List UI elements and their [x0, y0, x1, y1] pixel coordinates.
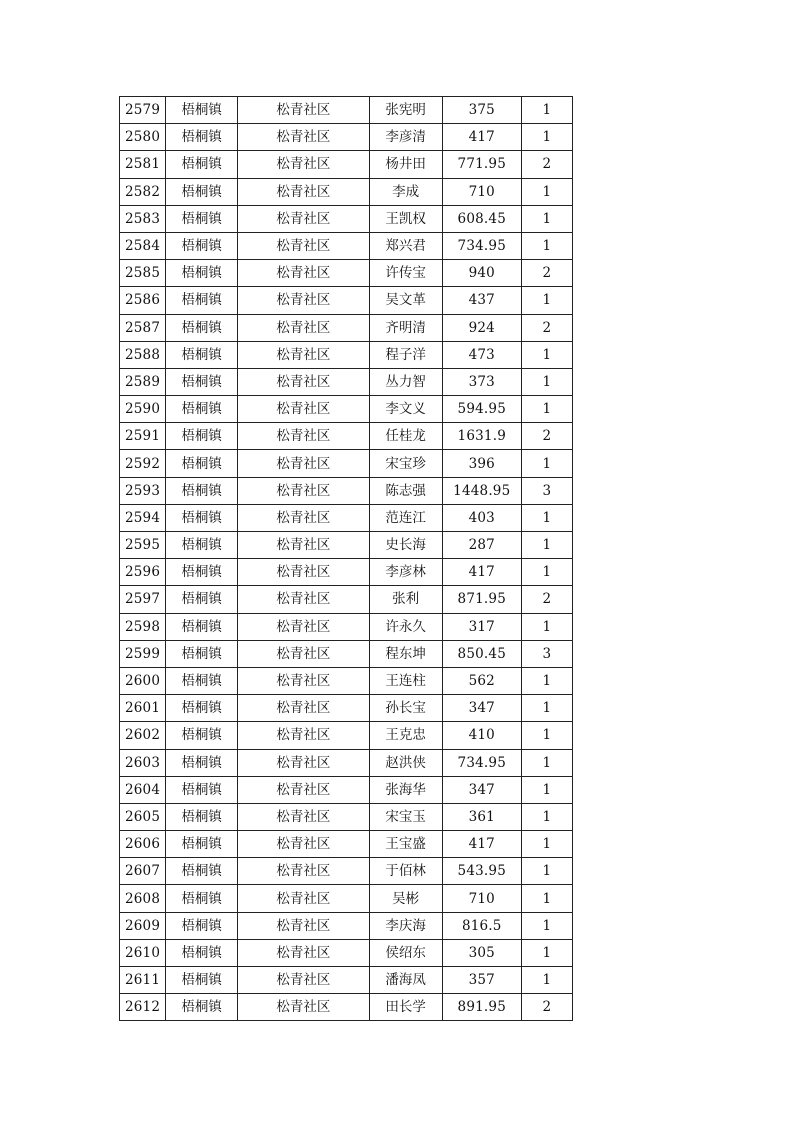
table-row — [120, 858, 573, 885]
table-row — [120, 586, 573, 613]
cell-amount: 850.45 — [442, 640, 521, 667]
cell-amount: 871.95 — [442, 586, 521, 613]
cell-amount: 373 — [442, 368, 521, 395]
cell-id: 2598 — [120, 613, 166, 640]
cell-community: 松青社区 — [238, 722, 369, 749]
cell-community: 松青社区 — [238, 586, 369, 613]
cell-amount: 771.95 — [442, 151, 521, 178]
table-row — [120, 749, 573, 776]
cell-id: 2601 — [120, 695, 166, 722]
cell-amount: 347 — [442, 776, 521, 803]
cell-name: 张宪明 — [369, 97, 442, 124]
cell-community: 松青社区 — [238, 232, 369, 259]
cell-town: 梧桐镇 — [166, 504, 238, 531]
cell-count: 1 — [521, 613, 572, 640]
cell-town: 梧桐镇 — [166, 232, 238, 259]
cell-count: 1 — [521, 450, 572, 477]
cell-count: 2 — [521, 314, 572, 341]
cell-community: 松青社区 — [238, 749, 369, 776]
cell-name: 范连江 — [369, 504, 442, 531]
cell-count: 1 — [521, 97, 572, 124]
cell-name: 王连柱 — [369, 667, 442, 694]
cell-town: 梧桐镇 — [166, 912, 238, 939]
cell-count: 1 — [521, 831, 572, 858]
cell-id: 2611 — [120, 967, 166, 994]
cell-id: 2597 — [120, 586, 166, 613]
cell-community: 松青社区 — [238, 912, 369, 939]
cell-amount: 1631.9 — [442, 423, 521, 450]
table-row — [120, 532, 573, 559]
cell-id: 2580 — [120, 124, 166, 151]
cell-count: 1 — [521, 287, 572, 314]
cell-id: 2594 — [120, 504, 166, 531]
cell-town: 梧桐镇 — [166, 396, 238, 423]
cell-amount: 396 — [442, 450, 521, 477]
cell-town: 梧桐镇 — [166, 667, 238, 694]
cell-name: 程子洋 — [369, 341, 442, 368]
table-row — [120, 776, 573, 803]
cell-town: 梧桐镇 — [166, 423, 238, 450]
cell-town: 梧桐镇 — [166, 776, 238, 803]
cell-amount: 357 — [442, 967, 521, 994]
cell-name: 孙长宝 — [369, 695, 442, 722]
table-row — [120, 885, 573, 912]
cell-name: 侯绍东 — [369, 939, 442, 966]
cell-amount: 403 — [442, 504, 521, 531]
cell-count: 1 — [521, 695, 572, 722]
cell-count: 1 — [521, 776, 572, 803]
cell-community: 松青社区 — [238, 97, 369, 124]
cell-name: 宋宝珍 — [369, 450, 442, 477]
cell-town: 梧桐镇 — [166, 939, 238, 966]
cell-town: 梧桐镇 — [166, 260, 238, 287]
cell-count: 1 — [521, 368, 572, 395]
cell-amount: 734.95 — [442, 749, 521, 776]
table-row — [120, 368, 573, 395]
cell-community: 松青社区 — [238, 341, 369, 368]
roster-table-body — [120, 97, 573, 1021]
cell-amount: 417 — [442, 559, 521, 586]
table-row — [120, 667, 573, 694]
cell-id: 2605 — [120, 803, 166, 830]
cell-id: 2596 — [120, 559, 166, 586]
cell-count: 1 — [521, 178, 572, 205]
cell-name: 李文义 — [369, 396, 442, 423]
cell-town: 梧桐镇 — [166, 97, 238, 124]
cell-community: 松青社区 — [238, 205, 369, 232]
cell-town: 梧桐镇 — [166, 477, 238, 504]
cell-community: 松青社区 — [238, 640, 369, 667]
cell-town: 梧桐镇 — [166, 368, 238, 395]
cell-count: 1 — [521, 803, 572, 830]
cell-town: 梧桐镇 — [166, 885, 238, 912]
cell-id: 2581 — [120, 151, 166, 178]
cell-count: 3 — [521, 640, 572, 667]
cell-count: 1 — [521, 559, 572, 586]
cell-town: 梧桐镇 — [166, 858, 238, 885]
table-row — [120, 151, 573, 178]
table-row — [120, 803, 573, 830]
cell-amount: 734.95 — [442, 232, 521, 259]
cell-count: 1 — [521, 341, 572, 368]
cell-community: 松青社区 — [238, 939, 369, 966]
cell-id: 2592 — [120, 450, 166, 477]
cell-id: 2590 — [120, 396, 166, 423]
cell-name: 任桂龙 — [369, 423, 442, 450]
cell-community: 松青社区 — [238, 559, 369, 586]
cell-community: 松青社区 — [238, 151, 369, 178]
cell-count: 1 — [521, 232, 572, 259]
cell-community: 松青社区 — [238, 477, 369, 504]
cell-community: 松青社区 — [238, 396, 369, 423]
cell-town: 梧桐镇 — [166, 151, 238, 178]
cell-town: 梧桐镇 — [166, 178, 238, 205]
table-row — [120, 695, 573, 722]
cell-amount: 816.5 — [442, 912, 521, 939]
table-row — [120, 831, 573, 858]
cell-amount: 473 — [442, 341, 521, 368]
cell-town: 梧桐镇 — [166, 613, 238, 640]
cell-community: 松青社区 — [238, 776, 369, 803]
cell-community: 松青社区 — [238, 667, 369, 694]
cell-count: 1 — [521, 722, 572, 749]
table-row — [120, 722, 573, 749]
cell-name: 吴彬 — [369, 885, 442, 912]
cell-town: 梧桐镇 — [166, 749, 238, 776]
cell-name: 李彦清 — [369, 124, 442, 151]
cell-count: 1 — [521, 396, 572, 423]
table-row — [120, 640, 573, 667]
cell-id: 2604 — [120, 776, 166, 803]
cell-town: 梧桐镇 — [166, 287, 238, 314]
table-row — [120, 232, 573, 259]
cell-town: 梧桐镇 — [166, 831, 238, 858]
cell-amount: 940 — [442, 260, 521, 287]
cell-name: 许永久 — [369, 613, 442, 640]
cell-community: 松青社区 — [238, 803, 369, 830]
cell-community: 松青社区 — [238, 858, 369, 885]
cell-name: 于佰林 — [369, 858, 442, 885]
table-row — [120, 504, 573, 531]
cell-id: 2582 — [120, 178, 166, 205]
cell-id: 2593 — [120, 477, 166, 504]
cell-town: 梧桐镇 — [166, 586, 238, 613]
cell-amount: 543.95 — [442, 858, 521, 885]
cell-count: 2 — [521, 586, 572, 613]
cell-count: 2 — [521, 423, 572, 450]
cell-community: 松青社区 — [238, 504, 369, 531]
cell-amount: 305 — [442, 939, 521, 966]
cell-amount: 1448.95 — [442, 477, 521, 504]
cell-id: 2584 — [120, 232, 166, 259]
table-row — [120, 994, 573, 1021]
cell-name: 宋宝玉 — [369, 803, 442, 830]
cell-community: 松青社区 — [238, 613, 369, 640]
cell-id: 2595 — [120, 532, 166, 559]
cell-name: 李成 — [369, 178, 442, 205]
cell-id: 2607 — [120, 858, 166, 885]
cell-count: 1 — [521, 912, 572, 939]
cell-id: 2610 — [120, 939, 166, 966]
cell-name: 张海华 — [369, 776, 442, 803]
cell-town: 梧桐镇 — [166, 124, 238, 151]
cell-amount: 710 — [442, 178, 521, 205]
table-row — [120, 613, 573, 640]
cell-community: 松青社区 — [238, 532, 369, 559]
cell-id: 2600 — [120, 667, 166, 694]
table-row — [120, 287, 573, 314]
table-row — [120, 423, 573, 450]
cell-name: 丛力智 — [369, 368, 442, 395]
cell-count: 1 — [521, 858, 572, 885]
cell-amount: 710 — [442, 885, 521, 912]
cell-name: 李彦林 — [369, 559, 442, 586]
cell-count: 1 — [521, 124, 572, 151]
cell-name: 杨井田 — [369, 151, 442, 178]
cell-id: 2587 — [120, 314, 166, 341]
cell-count: 1 — [521, 885, 572, 912]
cell-name: 齐明清 — [369, 314, 442, 341]
table-row — [120, 912, 573, 939]
cell-amount: 417 — [442, 124, 521, 151]
cell-name: 吴文革 — [369, 287, 442, 314]
cell-count: 1 — [521, 205, 572, 232]
table-row — [120, 559, 573, 586]
cell-town: 梧桐镇 — [166, 341, 238, 368]
cell-amount: 317 — [442, 613, 521, 640]
cell-count: 1 — [521, 939, 572, 966]
cell-amount: 375 — [442, 97, 521, 124]
cell-amount: 594.95 — [442, 396, 521, 423]
cell-name: 张利 — [369, 586, 442, 613]
cell-town: 梧桐镇 — [166, 450, 238, 477]
cell-name: 田长学 — [369, 994, 442, 1021]
table-row — [120, 314, 573, 341]
table-row — [120, 124, 573, 151]
cell-amount: 417 — [442, 831, 521, 858]
cell-id: 2612 — [120, 994, 166, 1021]
table-row — [120, 260, 573, 287]
cell-id: 2583 — [120, 205, 166, 232]
cell-name: 李庆海 — [369, 912, 442, 939]
cell-community: 松青社区 — [238, 423, 369, 450]
cell-id: 2586 — [120, 287, 166, 314]
cell-community: 松青社区 — [238, 994, 369, 1021]
cell-community: 松青社区 — [238, 287, 369, 314]
cell-amount: 347 — [442, 695, 521, 722]
cell-id: 2585 — [120, 260, 166, 287]
cell-id: 2599 — [120, 640, 166, 667]
roster-table — [119, 96, 573, 1021]
cell-town: 梧桐镇 — [166, 994, 238, 1021]
cell-id: 2606 — [120, 831, 166, 858]
cell-amount: 361 — [442, 803, 521, 830]
cell-town: 梧桐镇 — [166, 559, 238, 586]
cell-id: 2591 — [120, 423, 166, 450]
table-row — [120, 205, 573, 232]
cell-amount: 562 — [442, 667, 521, 694]
cell-town: 梧桐镇 — [166, 803, 238, 830]
cell-community: 松青社区 — [238, 260, 369, 287]
cell-count: 1 — [521, 667, 572, 694]
cell-community: 松青社区 — [238, 967, 369, 994]
cell-name: 程东坤 — [369, 640, 442, 667]
cell-community: 松青社区 — [238, 124, 369, 151]
cell-id: 2579 — [120, 97, 166, 124]
cell-count: 1 — [521, 749, 572, 776]
cell-town: 梧桐镇 — [166, 640, 238, 667]
cell-id: 2603 — [120, 749, 166, 776]
cell-name: 王凯权 — [369, 205, 442, 232]
cell-name: 陈志强 — [369, 477, 442, 504]
cell-town: 梧桐镇 — [166, 722, 238, 749]
cell-name: 许传宝 — [369, 260, 442, 287]
cell-community: 松青社区 — [238, 314, 369, 341]
cell-community: 松青社区 — [238, 450, 369, 477]
cell-id: 2602 — [120, 722, 166, 749]
table-row — [120, 477, 573, 504]
cell-community: 松青社区 — [238, 368, 369, 395]
cell-count: 1 — [521, 967, 572, 994]
cell-town: 梧桐镇 — [166, 532, 238, 559]
cell-count: 1 — [521, 504, 572, 531]
cell-amount: 437 — [442, 287, 521, 314]
table-row — [120, 450, 573, 477]
cell-count: 2 — [521, 994, 572, 1021]
cell-town: 梧桐镇 — [166, 205, 238, 232]
cell-town: 梧桐镇 — [166, 967, 238, 994]
cell-amount: 891.95 — [442, 994, 521, 1021]
cell-id: 2589 — [120, 368, 166, 395]
cell-count: 1 — [521, 532, 572, 559]
cell-count: 3 — [521, 477, 572, 504]
cell-id: 2588 — [120, 341, 166, 368]
cell-name: 赵洪侠 — [369, 749, 442, 776]
table-row — [120, 396, 573, 423]
cell-name: 王克忠 — [369, 722, 442, 749]
cell-amount: 287 — [442, 532, 521, 559]
cell-amount: 924 — [442, 314, 521, 341]
cell-count: 2 — [521, 151, 572, 178]
cell-name: 史长海 — [369, 532, 442, 559]
cell-count: 2 — [521, 260, 572, 287]
cell-town: 梧桐镇 — [166, 314, 238, 341]
cell-town: 梧桐镇 — [166, 695, 238, 722]
table-row — [120, 939, 573, 966]
cell-name: 潘海凤 — [369, 967, 442, 994]
cell-community: 松青社区 — [238, 178, 369, 205]
cell-name: 郑兴君 — [369, 232, 442, 259]
cell-id: 2609 — [120, 912, 166, 939]
cell-amount: 608.45 — [442, 205, 521, 232]
cell-amount: 410 — [442, 722, 521, 749]
table-row — [120, 97, 573, 124]
table-row — [120, 967, 573, 994]
cell-name: 王宝盛 — [369, 831, 442, 858]
table-row — [120, 178, 573, 205]
cell-community: 松青社区 — [238, 695, 369, 722]
cell-community: 松青社区 — [238, 831, 369, 858]
cell-id: 2608 — [120, 885, 166, 912]
cell-community: 松青社区 — [238, 885, 369, 912]
table-row — [120, 341, 573, 368]
